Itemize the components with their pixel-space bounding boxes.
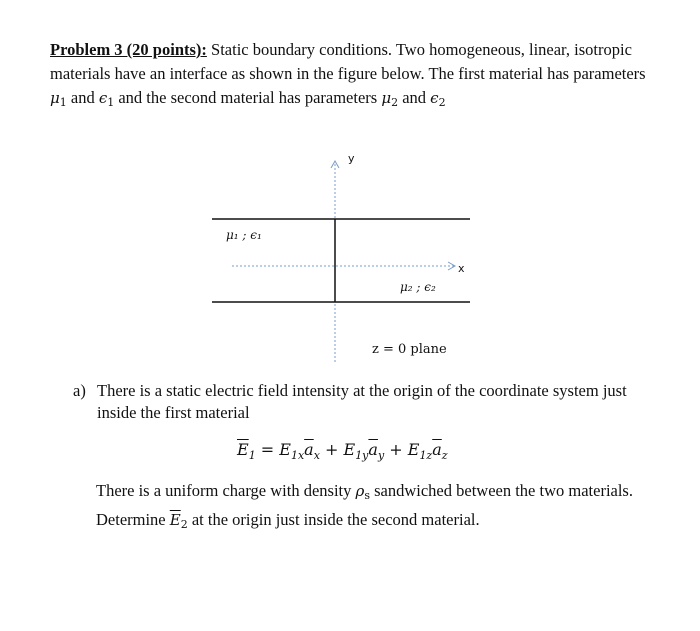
plane-label: z = 0 plane [372, 342, 447, 357]
problem-heading: Problem 3 (20 points): [50, 40, 207, 59]
interface-figure [200, 150, 490, 370]
mu1-symbol: $\mu_1$ [50, 89, 67, 109]
e2-symbol: $\overline{E}_2$ [169, 511, 188, 531]
rho-symbol: $\rho_s$ [355, 482, 370, 502]
charge-paragraph [96, 479, 656, 537]
eq-term-y: $E_{1y}\overline{a}_y$ [343, 440, 385, 462]
mu2-symbol: $\mu_2$ [381, 89, 399, 109]
part-a [73, 380, 653, 424]
problem-intro: Static boundary conditions. Two homogeneous, linear, isotropic materials have an interface as shown in the figure below. The first material has parameters [50, 40, 646, 83]
eq-term-z: $E_{1z}\overline{a}_z$ [407, 440, 448, 462]
y-axis-label: y [348, 152, 355, 165]
eq-lhs: $\overline{E}$ [237, 440, 249, 459]
problem-mid-text: and the second material has parameters [118, 88, 378, 107]
region1-label: μ₁ ; ϵ₁ [226, 228, 262, 242]
problem-statement [50, 38, 650, 115]
eq-term-x: $E_{1x}\overline{a}_x$ [279, 440, 320, 462]
part-a-letter: a) [73, 381, 86, 400]
field-equation: $\overline{E}_1 = E_{1x}\overline{a}_x + E_{1y}\overline{a}_y + E_{1z}\overline{a}_z$ [237, 440, 448, 462]
part-a-text: There is a static electric field intensity at the origin of the coordinate system just inside the first material [97, 381, 627, 422]
interface-diagram [200, 150, 490, 370]
charge-text-post: at the origin just inside the second material. [191, 510, 480, 529]
x-axis-label: x [458, 262, 465, 275]
region2-label: μ₂ ; ϵ₂ [400, 280, 436, 294]
charge-text-pre: There is a uniform charge with density [96, 481, 352, 500]
and-word-1: and [70, 88, 95, 107]
eps1-symbol: $\epsilon_1$ [98, 89, 115, 109]
and-word-2: and [402, 88, 427, 107]
eps2-symbol: $\epsilon_2$ [430, 89, 446, 109]
charge-text-mid: sandwiched between the two materials. Determine [96, 481, 633, 529]
